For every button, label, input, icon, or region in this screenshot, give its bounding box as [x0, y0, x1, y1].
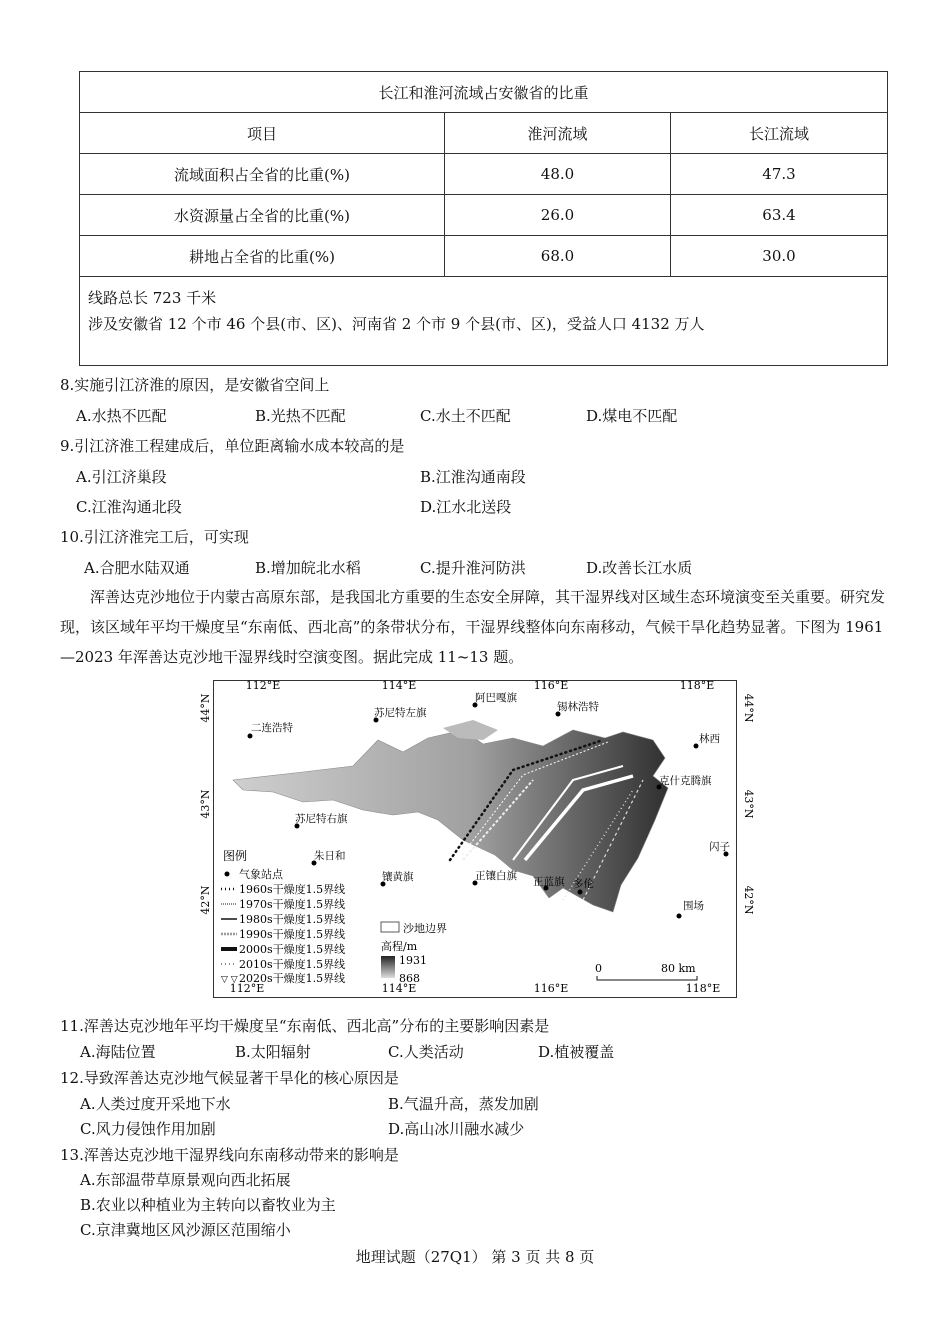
data-table — [79, 71, 888, 366]
table-title: 长江和淮河流域占安徽省的比重 — [80, 72, 888, 113]
legend-elev-high: 1931 — [399, 954, 427, 967]
table-cell: 47.3 — [671, 154, 888, 195]
svg-text:▽ ▽: ▽ ▽ — [221, 975, 238, 985]
table-cell: 耕地占全省的比重(%) — [80, 236, 445, 277]
option: C.京津冀地区风沙源区范围缩小 — [80, 1221, 291, 1239]
legend-elev-title: 高程/m — [381, 940, 418, 953]
table-cell: 48.0 — [445, 154, 671, 195]
station-label: 朱日和 — [314, 850, 346, 862]
option: B.光热不匹配 — [255, 407, 346, 425]
legend-item: 1990s干燥度1.5界线 — [239, 928, 346, 941]
lon-label: 112°E — [229, 982, 265, 995]
legend-item: 2000s干燥度1.5界线 — [239, 943, 346, 956]
table-row — [80, 195, 888, 236]
option: D.煤电不匹配 — [586, 407, 678, 425]
lat-label: 44°N — [742, 693, 755, 723]
question-8: 8.实施引江济淮的原因，是安徽省空间上 — [60, 376, 330, 394]
option: C.风力侵蚀作用加剧 — [80, 1120, 216, 1138]
legend-title: 图例 — [223, 849, 248, 863]
option: C.提升淮河防洪 — [420, 559, 526, 577]
note-line: 涉及安徽省 12 个市 46 个县(市、区)、河南省 2 个市 9 个县(市、区)，受益人口 4132 万人 — [88, 315, 705, 333]
station-label: 闪子 — [709, 841, 730, 853]
station-label: 围场 — [683, 900, 704, 912]
table-header: 淮河流域 — [445, 113, 671, 154]
lon-label: 114°E — [381, 679, 417, 692]
station-label: 锡林浩特 — [557, 701, 599, 713]
station-dot — [677, 914, 682, 919]
lon-label: 116°E — [533, 679, 569, 692]
lat-label: 43°N — [199, 789, 212, 819]
question-10: 10.引江济淮完工后，可实现 — [60, 528, 249, 546]
question-9: 9.引江济淮工程建成后，单位距离输水成本较高的是 — [60, 437, 405, 455]
option: A.合肥水陆双通 — [84, 559, 190, 577]
station-label: 苏尼特左旗 — [374, 707, 427, 719]
legend-elev-low: 868 — [399, 972, 420, 985]
legend-sand-boundary: 沙地边界 — [403, 922, 447, 935]
option: A.人类过度开采地下水 — [80, 1095, 231, 1113]
lat-label: 42°N — [742, 885, 755, 915]
station-dot — [578, 890, 583, 895]
svg-text:0: 0 — [595, 962, 602, 975]
table-cell: 水资源量占全省的比重(%) — [80, 195, 445, 236]
station-label: 多伦 — [573, 878, 594, 890]
page-footer: 地理试题（27Q1） 第 3 页 共 8 页 — [355, 1248, 595, 1266]
option: C.水土不匹配 — [420, 407, 511, 425]
station-label: 克什克腾旗 — [659, 775, 712, 787]
option: A.水热不匹配 — [76, 407, 167, 425]
question-11: 11.浑善达克沙地年平均干燥度呈“东南低、西北高”分布的主要影响因素是 — [60, 1017, 550, 1035]
question-13: 13.浑善达克沙地干湿界线向东南移动带来的影响是 — [60, 1146, 399, 1164]
station-label: 苏尼特右旗 — [295, 813, 348, 825]
lon-label: 114°E — [381, 982, 417, 995]
station-dot — [694, 744, 699, 749]
passage: 浑善达克沙地位于内蒙古高原东部，是我国北方重要的生态安全屏障，其干湿界线对区域生态环境演变至关重要。研究发现，该区域年平均干燥度呈“东南低、西北高”的条带状分布，干湿界线整体向东南移动，气候干旱化趋势显著。下图为 1961—2023 年浑善达克沙地干湿界线时空演变图。据此完成 11~13 题。 — [60, 588, 886, 666]
question-12: 12.导致浑善达克沙地气候显著干旱化的核心原因是 — [60, 1069, 399, 1087]
legend-item: 1970s干燥度1.5界线 — [239, 898, 346, 911]
dryness-boundary-map — [199, 679, 755, 998]
station-label: 二连浩特 — [251, 722, 293, 734]
option: C.人类活动 — [388, 1043, 464, 1061]
option: B.气温升高，蒸发加剧 — [388, 1095, 539, 1113]
option: D.改善长江水质 — [586, 559, 693, 577]
legend-item: 1960s干燥度1.5界线 — [239, 883, 346, 896]
option: A.海陆位置 — [80, 1043, 156, 1061]
option: A.东部温带草原景观向西北拓展 — [80, 1171, 291, 1189]
table-cell: 流域面积占全省的比重(%) — [80, 154, 445, 195]
option: D.植被覆盖 — [538, 1043, 615, 1061]
lon-label: 116°E — [533, 982, 569, 995]
table-cell: 26.0 — [445, 195, 671, 236]
station-label: 正镶白旗 — [475, 870, 517, 882]
table-header: 项目 — [80, 113, 445, 154]
station-label: 正蓝旗 — [533, 876, 565, 888]
station-dot — [248, 734, 253, 739]
station-label: 镶黄旗 — [382, 871, 414, 883]
lon-label: 118°E — [685, 982, 721, 995]
station-label: 林西 — [699, 733, 720, 745]
option: B.江淮沟通南段 — [420, 468, 526, 486]
legend-item: 气象站点 — [239, 868, 283, 881]
option: D.高山冰川融水减少 — [388, 1120, 525, 1138]
table-note — [80, 277, 888, 366]
table-cell: 63.4 — [671, 195, 888, 236]
option: A.引江济巢段 — [76, 468, 167, 486]
svg-text:80 km: 80 km — [661, 962, 696, 975]
table-cell: 68.0 — [445, 236, 671, 277]
lat-label: 42°N — [199, 885, 212, 915]
lat-label: 43°N — [742, 789, 755, 819]
lon-label: 112°E — [245, 679, 281, 692]
option: B.太阳辐射 — [235, 1043, 311, 1061]
table-row — [80, 154, 888, 195]
legend-item: 1980s干燥度1.5界线 — [239, 913, 346, 926]
table-row — [80, 236, 888, 277]
legend-item: 2020s干燥度1.5界线 — [239, 972, 346, 985]
legend-item: 2010s干燥度1.5界线 — [239, 958, 346, 971]
note-line: 线路总长 723 千米 — [88, 289, 217, 307]
option: B.增加皖北水稻 — [255, 559, 361, 577]
table-header: 长江流域 — [671, 113, 888, 154]
table-cell: 30.0 — [671, 236, 888, 277]
option: D.江水北送段 — [420, 498, 512, 516]
lat-label: 44°N — [199, 693, 212, 723]
lon-label: 118°E — [679, 679, 715, 692]
option: C.江淮沟通北段 — [76, 498, 182, 516]
option: B.农业以种植业为主转向以畜牧业为主 — [80, 1196, 336, 1214]
station-label: 阿巴嘎旗 — [475, 692, 517, 704]
